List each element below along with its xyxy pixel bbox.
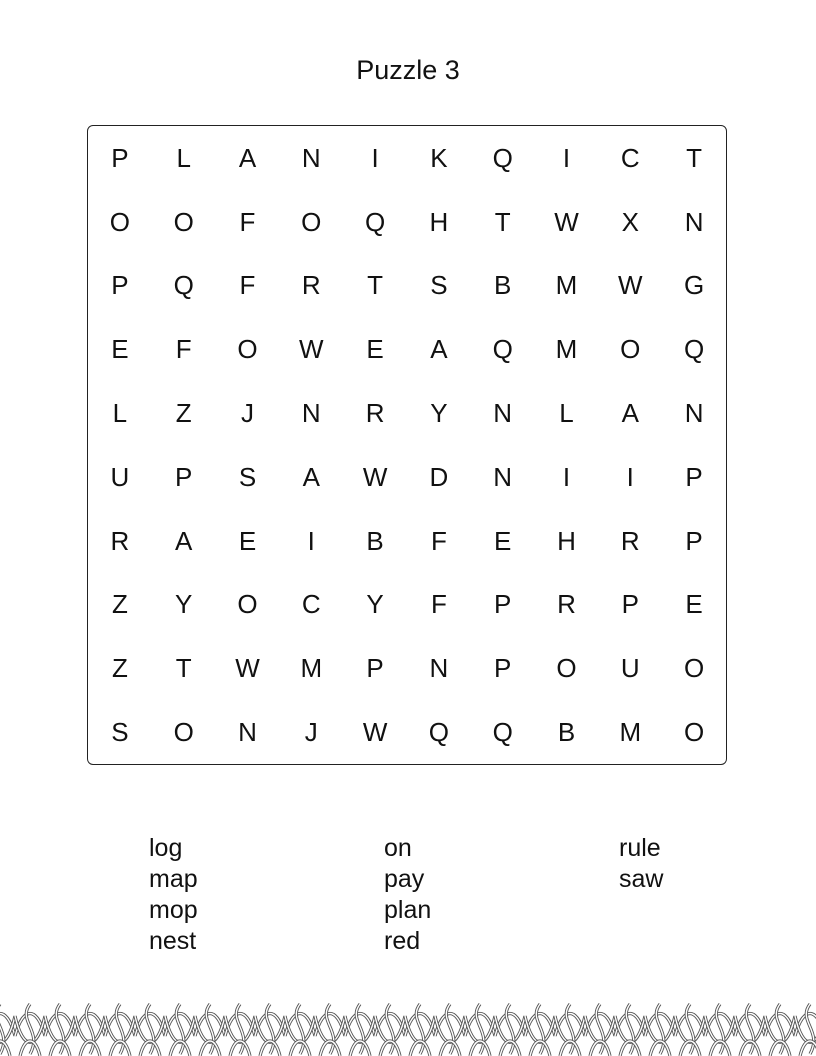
grid-letter: N: [684, 206, 704, 237]
grid-letter: S: [430, 270, 448, 301]
grid-letter: W: [362, 717, 388, 748]
grid-letter: A: [238, 142, 257, 173]
grid-letter: P: [685, 461, 703, 492]
grid-letter: I: [626, 461, 634, 492]
knot-motif: [495, 1004, 525, 1056]
grid-letter: R: [110, 525, 130, 556]
knot-motif: [345, 1004, 375, 1056]
grid-letter: O: [173, 206, 194, 237]
grid-letter: E: [494, 525, 512, 556]
grid-letter: N: [493, 398, 513, 429]
knot-motif: [555, 1004, 585, 1056]
grid-letter: Q: [683, 334, 705, 365]
grid-letter: W: [299, 334, 324, 365]
grid-letter: Q: [173, 270, 194, 301]
grid-letter: Y: [175, 589, 193, 620]
grid-letter: N: [301, 398, 321, 429]
grid-letter: N: [684, 398, 704, 429]
grid-letter: T: [175, 653, 192, 684]
knot-motif: [45, 1004, 75, 1056]
grid-letter: H: [429, 206, 449, 237]
grid-letter: M: [300, 653, 323, 684]
grid-letter: Z: [175, 398, 192, 429]
grid-letter: I: [371, 142, 379, 173]
word-list-item: saw: [619, 865, 664, 893]
word-list-item: nest: [149, 927, 197, 955]
grid-letter: O: [683, 653, 705, 684]
grid-letter: P: [175, 461, 193, 492]
grid-letter: L: [559, 398, 574, 429]
celtic-knot-border: [0, 996, 816, 1056]
grid-letter: X: [621, 206, 639, 237]
grid-letter: Z: [111, 653, 128, 684]
grid-letter: M: [619, 717, 642, 748]
knot-motif: [15, 1004, 45, 1056]
grid-letter: C: [620, 142, 640, 173]
letter-grid-frame: [87, 125, 727, 765]
word-list-item: on: [384, 834, 412, 862]
grid-letter: O: [301, 206, 322, 237]
knot-motif: [135, 1004, 165, 1056]
grid-letter: F: [430, 525, 447, 556]
knot-motif: [735, 1004, 765, 1056]
knot-motif: [795, 1004, 816, 1056]
word-list-item: mop: [149, 896, 198, 924]
grid-letter: J: [304, 717, 318, 748]
grid-letter: A: [175, 525, 193, 556]
grid-letter: P: [111, 270, 129, 301]
grid-letter: T: [686, 142, 703, 173]
grid-letter: M: [555, 334, 578, 365]
grid-letter: A: [430, 334, 448, 365]
grid-letter: O: [237, 589, 258, 620]
grid-letter: M: [555, 270, 578, 301]
puzzle-title: Puzzle 3: [356, 55, 460, 85]
grid-letter: O: [109, 206, 131, 237]
grid-letter: C: [301, 589, 321, 620]
knot-motif: [105, 1004, 135, 1056]
grid-letter: B: [494, 270, 512, 301]
grid-letter: E: [111, 334, 129, 365]
grid-letter: I: [307, 525, 315, 556]
grid-letter: I: [562, 461, 571, 492]
grid-letter: D: [429, 461, 449, 492]
knot-motif: [375, 1004, 405, 1056]
grid-letter: W: [554, 206, 579, 237]
grid-letter: Q: [492, 334, 513, 365]
grid-letter: P: [494, 653, 512, 684]
knot-motif: [225, 1004, 255, 1056]
grid-letter: O: [556, 653, 577, 684]
grid-letter: N: [238, 717, 257, 748]
grid-letter: E: [685, 589, 703, 620]
grid-letter: R: [557, 589, 576, 620]
knot-motif: [615, 1004, 645, 1056]
grid-letter: P: [494, 589, 512, 620]
knot-motif: [285, 1004, 315, 1056]
grid-letter: R: [301, 270, 321, 301]
grid-letter: Q: [492, 717, 513, 748]
grid-letter: B: [366, 525, 384, 556]
grid-letter: O: [620, 334, 641, 365]
word-list: [0, 833, 816, 963]
grid-letter: P: [366, 653, 384, 684]
word-list-column-2: [384, 833, 431, 957]
word-list-item: map: [149, 865, 198, 893]
knot-motif: [435, 1004, 465, 1056]
grid-letter: E: [366, 334, 384, 365]
grid-letter: J: [240, 398, 254, 429]
grid-letter: F: [239, 270, 256, 301]
word-list-item: rule: [619, 834, 661, 862]
word-list-item: log: [149, 834, 183, 862]
grid-letter: N: [429, 653, 449, 684]
grid-letter: Q: [364, 206, 386, 237]
grid-letter: W: [362, 461, 388, 492]
knot-motif: [165, 1004, 195, 1056]
knot-motif: [675, 1004, 705, 1056]
knot-motif: [465, 1004, 495, 1056]
letter-grid: [88, 126, 726, 764]
grid-letter: F: [175, 334, 192, 365]
grid-letter: S: [111, 717, 129, 748]
grid-letter: Y: [430, 398, 448, 429]
grid-letter: P: [621, 589, 639, 620]
grid-letter: R: [365, 398, 385, 429]
grid-letter: W: [235, 653, 260, 684]
grid-letter: O: [237, 334, 258, 365]
grid-letter: T: [494, 206, 511, 237]
grid-letter: L: [112, 398, 128, 429]
grid-letter: W: [618, 270, 643, 301]
grid-letter: L: [176, 142, 191, 173]
grid-letter: N: [493, 461, 513, 492]
grid-letter: A: [302, 461, 320, 492]
grid-letter: K: [430, 142, 448, 173]
grid-letter: E: [238, 525, 257, 556]
grid-letter: Q: [492, 142, 513, 173]
knot-motif: [765, 1004, 795, 1056]
grid-letter: U: [620, 653, 640, 684]
grid-letter: B: [557, 717, 576, 748]
knot-motif: [0, 1004, 15, 1056]
grid-letter: I: [562, 142, 571, 173]
grid-letter: R: [620, 525, 640, 556]
grid-letter: F: [239, 206, 256, 237]
word-list-item: pay: [384, 865, 425, 893]
word-list-column-1: [149, 833, 198, 957]
knot-motif: [645, 1004, 675, 1056]
grid-letter: N: [301, 142, 321, 173]
grid-letter: Y: [366, 589, 384, 620]
grid-letter: P: [685, 525, 703, 556]
knot-motif: [315, 1004, 345, 1056]
grid-letter: U: [110, 461, 130, 492]
knot-motif: [705, 1004, 735, 1056]
word-list-item: red: [384, 927, 421, 955]
grid-letter: O: [683, 717, 705, 748]
grid-letter: Q: [428, 717, 449, 748]
knot-motif: [195, 1004, 225, 1056]
grid-letter: P: [111, 142, 129, 173]
grid-letter: S: [238, 461, 257, 492]
grid-letter: Z: [111, 589, 128, 620]
knot-motif: [405, 1004, 435, 1056]
knot-motif: [525, 1004, 555, 1056]
word-list-column-3: [619, 833, 663, 895]
grid-letter: F: [430, 589, 447, 620]
grid-letter: A: [621, 398, 639, 429]
knot-motif: [75, 1004, 105, 1056]
word-list-item: plan: [384, 896, 432, 924]
knot-motif: [585, 1004, 615, 1056]
grid-letter: H: [557, 525, 576, 556]
knot-motif: [255, 1004, 285, 1056]
grid-letter: T: [367, 270, 384, 301]
grid-letter: G: [683, 270, 705, 301]
grid-letter: O: [173, 717, 194, 748]
